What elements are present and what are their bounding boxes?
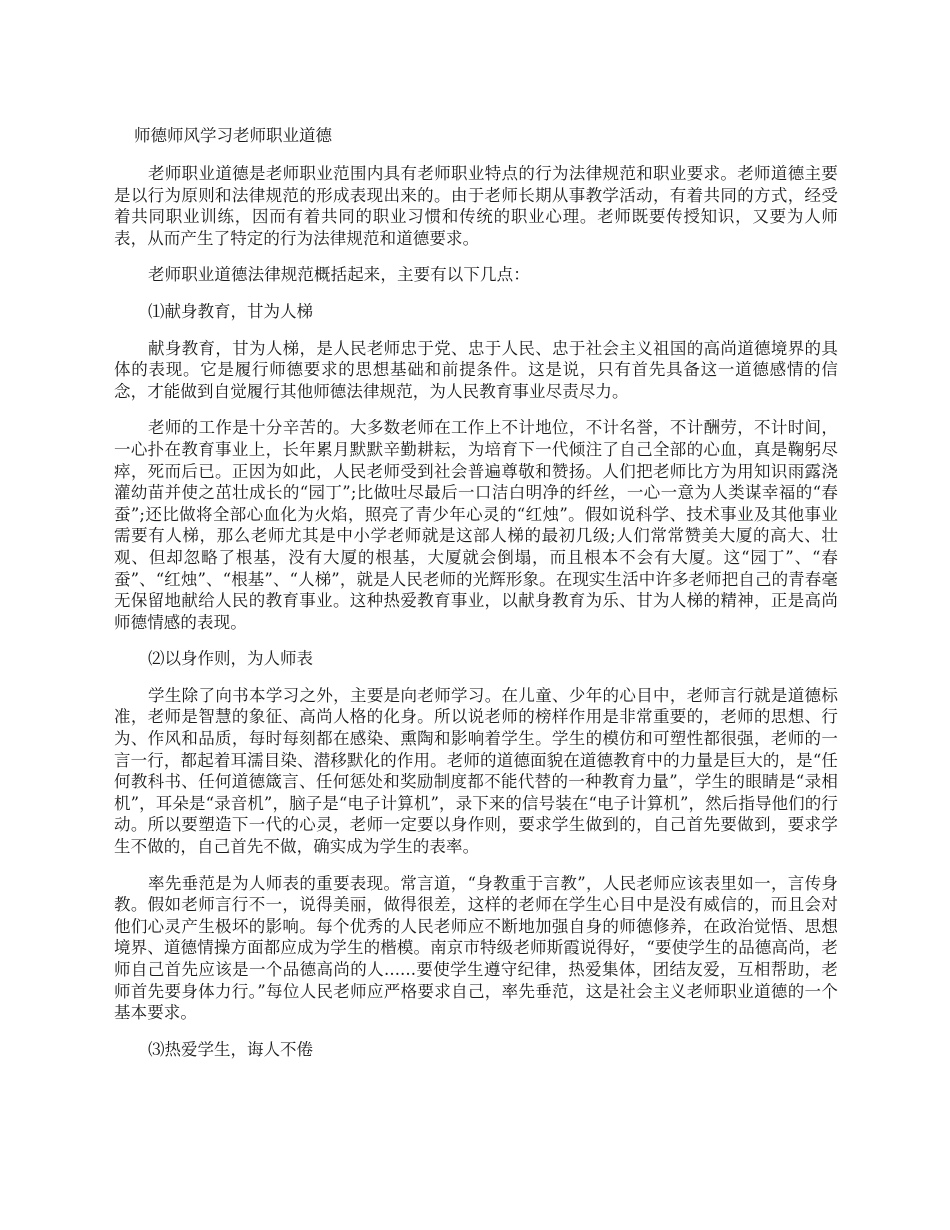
document-page [114,124,838,1075]
paragraph-summary: 老师职业道德法律规范概括起来，主要有以下几点： [148,265,530,285]
paragraph-section2-a: 学生除了向书本学习之外，主要是向老师学习。在儿童、少年的心目中，老师言行就是道德标准，老师是智慧的象征、高尚人格的化身。所以说老师的榜样作用是非常重要的，老师的思想、行为、作风和品质，每时每刻都在感染、熏陶和影响着学生。学生的模仿和可塑性都很强，老师的一言一行，都起着耳濡目染、潜移默化的作用。老师的道德面貌在道德教育中的力量是巨大的，是“任何教科书、任何道德箴言、任何惩处和奖励制度都不能代替的一种教育力量”，学生的眼睛是“录相机”，耳朵是“录音机”，脑子是“电子计算机”，录下来的信号装在“电子计算机”，然后指导他们的行动。所以要塑造下一代的心灵，老师一定要以身作则，要求学生做到的，自己首先要做到，要求学生不做的，自己首先不做，确实成为学生的表率。 [114,685,838,857]
section-heading-2: ⑵以身作则，为人师表 [148,649,313,669]
section-heading-3: ⑶热爱学生，诲人不倦 [148,1039,313,1059]
paragraph-section1-b: 老师的工作是十分辛苦的。大多数老师在工作上不计地位，不计名誉，不计酬劳，不计时间，一心扑在教育事业上，长年累月默默辛勤耕耘，为培育下一代倾注了自己全部的心血，真是鞠躬尽瘁，死而后已。正因为如此，人民老师受到社会普遍尊敬和赞扬。人们把老师比方为用知识雨露浇灌幼苗并使之茁壮成长的“园丁”;比做吐尽最后一口洁白明净的纤丝，一心一意为人类谋幸福的“春蚕”;还比做将全部心血化为火焰，照亮了青少年心灵的“红烛”。假如说科学、技术事业及其他事业需要有人梯，那么老师尤其是中小学老师就是这部人梯的最初几级;人们常常赞美大厦的高大、壮观、但却忽略了根基，没有大厦的根基，大厦就会倒塌，而且根本不会有大厦。这“园丁”、“春蚕”、“红烛”、“根基”、“人梯”，就是人民老师的光辉形象。在现实生活中许多老师把自己的青春毫无保留地献给人民的教育事业。这种热爱教育事业，以献身教育为乐、甘为人梯的精神，正是高尚师德情感的表现。 [114,418,838,632]
document-title: 师德师风学习老师职业道德 [134,126,332,145]
section-heading-1: ⑴献身教育，甘为人梯 [148,301,313,321]
paragraph-section2-b: 率先垂范是为人师表的重要表现。常言道，“身教重于言教”，人民老师应该表里如一，言传身教。假如老师言行不一，说得美丽，做得很差，这样的老师在学生心目中是没有威信的，而且会对他们心灵产生极坏的影响。每个优秀的人民老师应不断地加强自身的师德修养，在政治觉悟、思想境界、道德情操方面都应成为学生的楷模。南京市特级老师斯霞说得好，“要使学生的品德高尚，老师自己首先应该是一个品德高尚的人......要使学生遵守纪律，热爱集体，团结友爱，互相帮助，老师首先要身体力行。”每位人民老师应严格要求自己，率先垂范，这是社会主义老师职业道德的一个基本要求。 [114,873,838,1023]
paragraph-intro: 老师职业道德是老师职业范围内具有老师职业特点的行为法律规范和职业要求。老师道德主要是以行为原则和法律规范的形成表现出来的。由于老师长期从事教学活动，有着共同的方式，经受着共同职业训练，因而有着共同的职业习惯和传统的职业心理。老师既要传授知识，又要为人师表，从而产生了特定的行为法律规范和道德要求。 [114,164,838,248]
paragraph-section1-a: 献身教育，甘为人梯，是人民老师忠于党、忠于人民、忠于社会主义祖国的高尚道德境界的具体的表现。它是履行师德要求的思想基础和前提条件。这是说，只有首先具备这一道德感情的信念，才能做到自觉履行其他师德法律规范，为人民教育事业尽责尽力。 [114,338,838,401]
